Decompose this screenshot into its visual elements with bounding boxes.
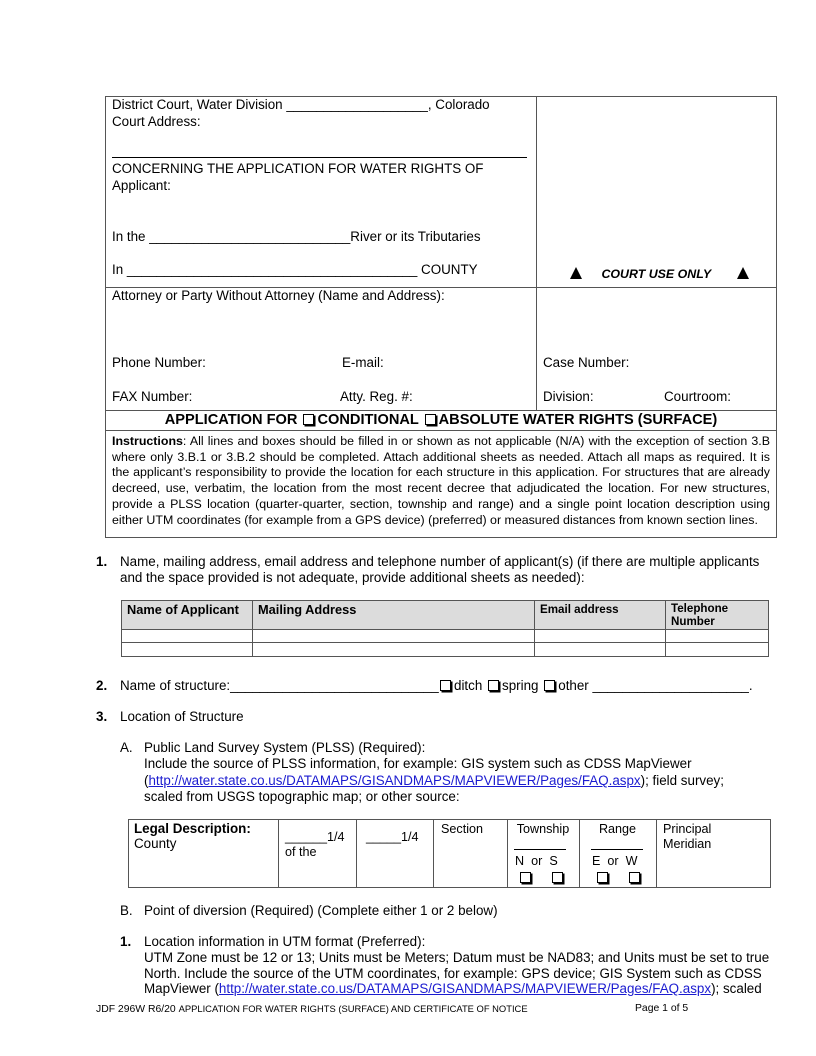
plss-township[interactable]: Township: [516, 822, 570, 836]
plss-col-divider: [356, 819, 357, 888]
footer-form-title: APPLICATION FOR WATER RIGHTS (SURFACE) AND CERTIFICATE OF NOTICE: [178, 1003, 528, 1014]
township-s: S: [549, 854, 558, 868]
col-telephone: Telephone Number: [666, 601, 769, 630]
telephone-cell[interactable]: [666, 643, 769, 657]
court-address-label: Court Address:: [112, 114, 201, 129]
plss-col-divider: [278, 819, 279, 888]
item3b1-line2: UTM Zone must be 12 or 13; Units must be Meters; Datum must be NAD83; and Units must be set to true: [144, 950, 770, 965]
township-n: N: [515, 854, 525, 868]
range-e-or-w: [592, 853, 638, 869]
item3a-line3-tail: ); field survey;: [640, 773, 724, 788]
west-checkbox[interactable]: [629, 872, 640, 883]
item3-label: Location of Structure: [120, 709, 244, 724]
footer-form-code: JDF 296W R6/20: [96, 1004, 176, 1015]
court-use-only: [570, 266, 749, 282]
range-checkboxes: [595, 870, 643, 886]
applicant-table: [121, 600, 769, 657]
col-email-address: Email address: [535, 601, 666, 630]
table-row[interactable]: [122, 643, 769, 657]
other-field[interactable]: other _____________________.: [558, 678, 753, 693]
item3-number: 3.: [96, 709, 108, 724]
mailing-address-cell[interactable]: [253, 630, 535, 643]
court-line[interactable]: District Court, Water Division ___________________, Colorado: [112, 97, 490, 112]
plss-quarter-2[interactable]: _____1/4: [366, 830, 419, 844]
email-cell[interactable]: [535, 630, 666, 643]
south-checkbox[interactable]: [552, 872, 563, 883]
township-checkboxes: [518, 870, 566, 886]
structure-name-field[interactable]: Name of structure:____________________________: [120, 678, 439, 693]
county-line[interactable]: In _______________________________________ COUNTY: [112, 262, 478, 277]
email-label[interactable]: E-mail:: [342, 355, 384, 370]
item3b1-line4: [144, 981, 762, 997]
item3b-letter: B.: [120, 903, 133, 918]
plss-section[interactable]: Section: [441, 822, 484, 836]
township-underline: [514, 849, 566, 850]
triangle-up-icon: [737, 267, 749, 279]
attorney-label: Attorney or Party Without Attorney (Name and Address):: [112, 288, 445, 303]
plss-quarter-1[interactable]: ______1/4: [285, 830, 345, 844]
courtroom-label[interactable]: Courtroom:: [664, 389, 731, 404]
item3a-line2: Include the source of PLSS information, for example: GIS system such as CDSS MapViewer: [144, 756, 692, 771]
east-checkbox[interactable]: [597, 872, 608, 883]
township-or: or: [531, 854, 543, 868]
plss-range[interactable]: Range: [598, 822, 637, 836]
range-e: E: [592, 854, 601, 868]
item3a-title: Public Land Survey System (PLSS) (Required):: [144, 740, 426, 755]
plss-legal-description: Legal Description:: [134, 821, 251, 836]
form-title: [105, 411, 777, 429]
river-line[interactable]: In the ___________________________River or its Tributaries: [112, 229, 481, 244]
applicant-name-cell[interactable]: [122, 630, 253, 643]
mailing-address-cell[interactable]: [253, 643, 535, 657]
spring-checkbox[interactable]: [488, 680, 499, 691]
mapviewer-link-2[interactable]: http://water.state.co.us/DATAMAPS/GISANDMAPS/MAPVIEWER/Pages/FAQ.aspx: [218, 981, 712, 996]
court-address-line[interactable]: [112, 157, 527, 158]
fax-label[interactable]: FAX Number:: [112, 389, 193, 404]
case-number-label[interactable]: Case Number:: [543, 355, 630, 370]
title-prefix: APPLICATION FOR: [164, 412, 298, 428]
concerning-text: CONCERNING THE APPLICATION FOR WATER RIGHTS OF: [112, 161, 484, 176]
ditch-label: ditch: [454, 678, 483, 693]
ditch-checkbox[interactable]: [440, 680, 451, 691]
item3b1-line4-pre: MapViewer (: [144, 981, 219, 996]
range-or: or: [607, 854, 619, 868]
court-use-only-label: COURT USE ONLY: [601, 267, 712, 281]
item3b1-title: Location information in UTM format (Preferred):: [144, 934, 426, 949]
applicant-label: Applicant:: [112, 178, 171, 193]
footer-page-number: Page 1 of 5: [635, 1003, 689, 1014]
applicant-name-cell[interactable]: [122, 643, 253, 657]
footer-form-id: [96, 1003, 528, 1015]
phone-label[interactable]: Phone Number:: [112, 355, 206, 370]
item2-number: 2.: [96, 678, 108, 693]
plss-principal: Principal: [663, 822, 712, 836]
instructions-text: [112, 434, 770, 528]
absolute-checkbox[interactable]: [425, 414, 436, 425]
range-underline: [591, 849, 643, 850]
item3a-line3: [144, 773, 724, 789]
plss-county[interactable]: County: [134, 836, 177, 851]
triangle-up-icon: [570, 267, 582, 279]
telephone-cell[interactable]: [666, 630, 769, 643]
atty-reg-label[interactable]: Atty. Reg. #:: [340, 389, 413, 404]
instructions-body: : All lines and boxes should be filled in or shown as not applicable (N/A) with the exception of section 3.B where only 3.B.1 or 3.B.2 should be completed. Attach additional sheets as needed. Attach all maps as required. It is the applicant’s responsibility to provide the location for each structure in this application. For structures that are already decreed, use, verbatim, the location from the most recent decree that adjudicated the location. For new structures, provide a PLSS location (quarter-quarter, section, township and range) and a single point location description using either UTM coordinates (for example from a GPS device) (preferred) or measured distances from known section lines.: [112, 434, 770, 527]
north-checkbox[interactable]: [520, 872, 531, 883]
structure-type-options: [440, 678, 753, 694]
title-absolute: ABSOLUTE WATER RIGHTS (SURFACE): [438, 412, 718, 428]
table-row[interactable]: [122, 630, 769, 643]
range-w: W: [625, 854, 638, 868]
item3b-title: Point of diversion (Required) (Complete either 1 or 2 below): [144, 903, 498, 918]
col-mailing-address: Mailing Address: [253, 601, 535, 630]
item3a-paren-open: (: [144, 773, 149, 788]
plss-col-divider: [656, 819, 657, 888]
item1-text-line1: Name, mailing address, email address and telephone number of applicant(s) (if there are multiple applicants: [120, 554, 760, 569]
other-checkbox[interactable]: [544, 680, 555, 691]
plss-meridian[interactable]: Meridian: [663, 837, 712, 851]
plss-of-the: of the: [285, 845, 317, 859]
title-conditional: CONDITIONAL: [317, 412, 419, 428]
plss-col-divider: [433, 819, 434, 888]
item1-text-line2: and the space provided is not adequate, provide additional sheets as needed):: [120, 570, 585, 585]
item3a-line4: scaled from USGS topographic map; or other source:: [144, 789, 460, 804]
spring-label: spring: [502, 678, 539, 693]
applicant-table-header: [122, 601, 769, 630]
email-cell[interactable]: [535, 643, 666, 657]
instructions-box: [105, 430, 777, 538]
conditional-checkbox[interactable]: [303, 414, 314, 425]
division-label[interactable]: Division:: [543, 389, 594, 404]
item3b1-line3: North. Include the source of the UTM coordinates, for example: GPS device; GIS System such as CDSS: [144, 966, 762, 981]
caption-vertical-divider: [536, 96, 537, 410]
item1-number: 1.: [96, 554, 108, 569]
item3b1-number: 1.: [120, 934, 132, 949]
col-name-of-applicant: Name of Applicant: [122, 601, 253, 630]
item3a-letter: A.: [120, 740, 133, 755]
township-n-or-s: [515, 853, 558, 869]
mapviewer-link[interactable]: http://water.state.co.us/DATAMAPS/GISANDMAPS/MAPVIEWER/Pages/FAQ.aspx: [148, 773, 641, 788]
instructions-label: Instructions: [112, 434, 183, 448]
caption-outer-border: [105, 96, 777, 411]
item3b1-line4-post: ); scaled: [711, 981, 762, 996]
